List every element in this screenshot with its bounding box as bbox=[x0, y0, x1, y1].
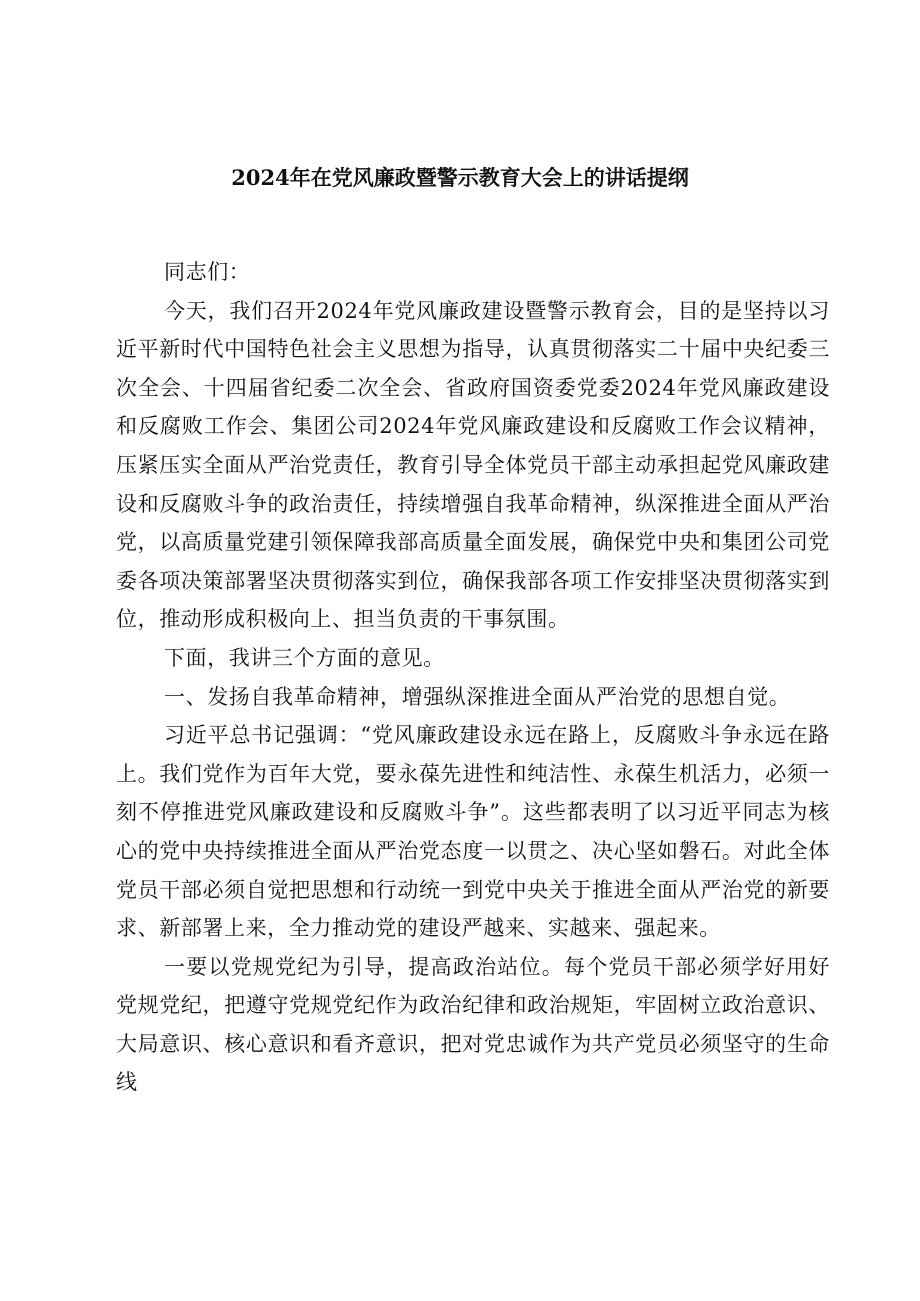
quote-paragraph: 习近平总书记强调：“党风廉政建设永远在路上，反腐败斗争永远在路上。我们党作为百年大党，要永葆先进性和纯洁性、永葆生机活力，必须一刻不停推进党风廉政建设和反腐败斗争”。这些都表明了以习近平同志为核心的党中央持续推进全面从严治党态度一以贯之、决心坚如磐石。对此全体党员干部必须自觉把思想和行动统一到党中央关于推进全面从严治党的新要求、新部署上来，全力推动党的建设严越来、实越来、强起来。 bbox=[116, 723, 830, 941]
section-heading-1: 一、发扬自我革命精神，增强纵深推进全面从严治党的思想自觉。 bbox=[164, 684, 791, 709]
point-one-paragraph: 一要以党规党纪为引导，提高政治站位。每个党员干部必须学好用好党规党纪，把遵守党规党纪作为政治纪律和政治规矩，牢固树立政治意识、大局意识、核心意识和看齐意识，把对党忠诚作为共产党员必须坚守的生命线 bbox=[116, 954, 830, 1095]
document-title: 2024年在党风廉政暨警示教育大会上的讲话提纲 bbox=[231, 165, 689, 190]
document-body bbox=[116, 253, 830, 1102]
intro-paragraph: 今天，我们召开2024年党风廉政建设暨警示教育会，目的是坚持以习近平新时代中国特色社会主义思想为指导，认真贯彻落实二十届中央纪委三次全会、十四届省纪委二次全会、省政府国资委党委2024年党风廉政建设和反腐败工作会、集团公司2024年党风廉政建设和反腐败工作会议精神，压紧压实全面从严治党责任，教育引导全体党员干部主动承担起党风廉政建设和反腐败斗争的政治责任，持续增强自我革命精神，纵深推进全面从严治党，以高质量党建引领保障我部高质量全面发展，确保党中央和集团公司党委各项决策部署坚决贯彻落实到位，确保我部各项工作安排坚决贯彻落实到位，推动形成积极向上、担当负责的干事氛围。 bbox=[116, 298, 830, 632]
salutation-paragraph: 同志们： bbox=[164, 260, 251, 284]
outline-paragraph: 下面，我讲三个方面的意见。 bbox=[164, 645, 445, 670]
